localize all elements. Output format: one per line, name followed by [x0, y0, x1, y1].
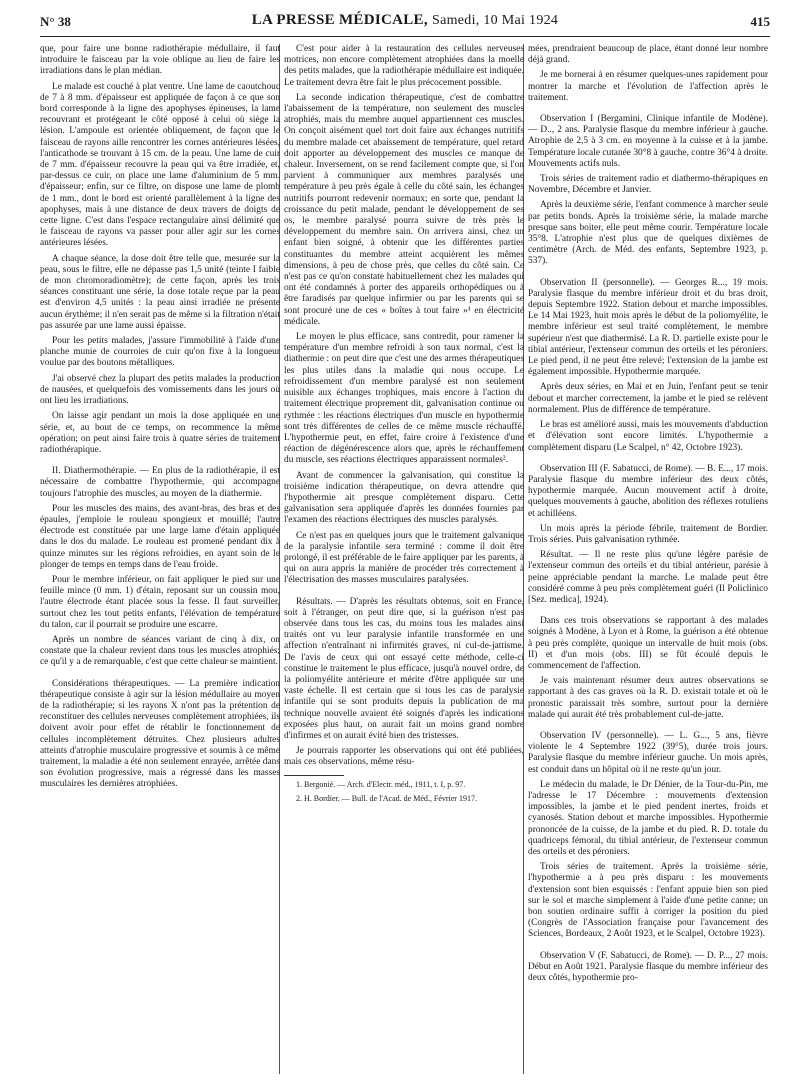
paragraph: C'est pour aider à la restauration des cellules nerveuses motrices, non encore complètement atrophiées dans la moelle des petits malades, que la radiothérapie médullaire est indiquée. Le traitement devra être fait le plus précocement possible. [284, 44, 524, 88]
paragraph: A chaque séance, la dose doit être telle que, mesurée sur la peau, sous le filtre, elle ne dépasse pas 1,5 unité (teinte I faible de mon chromoradiomètre); de cette façon, après les trois séances constituant une série, la dose totale reçue par la peau est d'environ 4,5 unités : la peau ainsi irradiée ne présente aucun érythème; il n'en serait pas de même si la filtration n'était pas assurée par une lame aussi épaisse. [40, 253, 280, 331]
paragraph: Le malade est couché à plat ventre. Une lame de caoutchouc de 7 à 8 mm. d'épaisseur est appliquée de façon à ce que son bord corresponde à la ligne des apophyses épineuses, la lame recouvrant et protégeant le côté opposé à celui où siège la lésion. L'ampoule est orientée obliquement, de façon que le faisceau de rayons aille rencontrer les cornes antérieures lésées, l'anticathode se trouvant à 15 cm. de la peau. Une lame de cuir de 7 mm. d'épaisseur recouvre la peau qui va être irradiée, et, par-dessus ce cuir, on place une lame d'aluminium de 5 mm. d'épaisseur; enfin, sur ce filtre, on dispose une lame de plomb de 1 mm., dont le bord est orienté parallèlement à la ligne des apophyses, mais à une distance de deux travers de doigts de cette ligne. C'est dans l'espace rectangulaire ainsi délimité que le faisceau de rayons va passer pour aller agir sur les cornes antérieures lésées. [40, 81, 280, 249]
journal-name: LA PRESSE MÉDICALE, [251, 12, 428, 28]
paragraph: Je me bornerai à en résumer quelques-unes rapidement pour montrer la marche et l'évolution de l'affection après le traitement. [528, 70, 768, 103]
issue-number: N° 38 [40, 14, 71, 29]
paragraph: Pour les petits malades, j'assure l'immobilité à l'aide d'une planche munie de courroies de cuir qu'on fixe à la longueur voulue par des boutons métalliques. [40, 336, 280, 369]
paragraph: Le moyen le plus efficace, sans contredit, pour ramener la température d'un membre refroidi à son taux normal, c'est la diathermie : on peut dire que c'est une des armes thérapeutiques les plus utiles dans la maladie qui nous occupe. Le refroidissement d'un membre paralysé est non seulement nuisible aux échanges trophiques, mais encore à l'action du traitement électrique proprement dit, galvanisation continue ou rythmée : les réactions électriques d'un muscle en hypothermie sont très différentes de celles de ce même muscle réchauffé. L'hypothermie peut, en effet, faire croire à l'existence d'une réaction de dégénérescence alors que, après le réchauffement du muscle, ses réactions électriques apparaissent normales². [284, 332, 524, 466]
footnote: 2. H. Bordier. — Bull. de l'Acad. de Méd., Février 1917. [296, 793, 477, 803]
observation-paragraph: Trois séries de traitement radio et diathermo-thérapiques en Novembre, Décembre et Janvier. [528, 174, 768, 196]
paragraph: La seconde indication thérapeutique, c'est de combattre l'abaissement de la température, non seulement des muscles atrophiés, mais du membre auquel appartiennent ces muscles. On conçoit aisément quel tort doit faire aux échanges nutritifs du membre malade cet abaissement de température, quel retard doit apporter au développement des muscles ce manque de chaleur. Inversement, on se rend facilement compte que, si l'on parvient à communiquer aux membres paralysés une température à peu près égale à celle du côté sain, les échanges nutritifs pourront redevenir normaux; en sorte que, pendant la croissance du petit malade, pendant le développement de ses os, le membre paralysé pourra suivre de très près le développement du membre sain. On arrivera ainsi, chez un enfant bien soigné, à obtenir que les différentes parties constituantes du membre atteint acquièrent les mêmes dimensions, à peu de chose près, que celles du côté sain. Ce n'est pas ce qu'on constate habituellement chez les malades qui ont été condamnés à porter des appareils orthopédiques ou à être faradisés par quelque infirmier ou par les parents qui se sont procuré une de ces « boîtes à tout faire »¹ en électricité médicale. [284, 92, 524, 327]
column-1 [40, 44, 280, 795]
paragraph: que, pour faire une bonne radiothérapie médullaire, il faut introduire le faisceau par la voie oblique au lieu de faire les irradiations dans le plan médian. [40, 44, 280, 77]
observation-paragraph: Le bras est amélioré aussi, mais les mouvements d'abduction et d'élévation sont encore limités. L'hypothermie a complètement disparu (Le Scalpel, n° 42, Octobre 1923). [528, 420, 768, 453]
paragraph: Considérations thérapeutiques. — La première indication thérapeutique consiste à agir sur la lésion médullaire au moyen de la radiothérapie; si les rayons X n'ont pas la prétention de reconstituer des cellules nerveuses complètement atrophiées, ils doivent avoir pour effet de rétablir le fonctionnement de cellules incomplètement détruites. Chez plusieurs adultes atteints d'atrophie musculaire progressive et soumis à ce même traitement, la maladie a été non seulement enrayée, arrêtée dans son évolution progressive, mais a régressé dans les masses musculaires les dernières atrophiées. [40, 678, 280, 790]
observation-paragraph: Après la deuxième série, l'enfant commence à marcher seule par petits bonds. Après la troisième série, la malade marche presque sans boiter, elle peut même courir. Température locale 35°8. L'atrophie n'est plus que de quelques dixièmes de centimètre (Arch. de Méd. des enfants, Septembre 1923, p. 537). [528, 200, 768, 267]
page-header [40, 8, 770, 37]
page-number: 415 [750, 14, 770, 29]
observation-paragraph: Observation I (Bergamini, Clinique infantile de Modène). — D.., 2 ans. Paralysie flasque du membre inférieur à gauche. Atrophie de 2,5 à 3 cm. en moyenne à la cuisse et à la jambe. Température locale cutanée 30°8 à gauche, contre 36°4 à droite. Mouvements actifs nuls. [528, 114, 768, 169]
paragraph: Dans ces trois observations se rapportant à des malades soignés à Modène, à Lyon et à Rome, la guérison a été obtenue à peu près complète, quoique un intervalle de huit mois (obs. II) et d'un mois (obs. III) se fût écoulé depuis le commencement de l'affection. [528, 616, 768, 671]
column-2 [284, 44, 524, 808]
paragraph: Résultats. — D'après les résultats obtenus, soit en France, soit à l'étranger, on peut dire que, si la guérison n'est pas observée dans tous les cas, du moins tous les malades ainsi traités ont vu leur paralysie infantile transformée en une affection n'entraînant ni infirmités graves, ni cul-de-jattisme. De l'avis de ceux qui ont essayé cette méthode, celle-ci constitue le traitement le plus efficace, jusqu'à nouvel ordre, de la poliomyélite antérieure et mérite d'être appliquée sur une vaste échelle. Il est certain que si tous les cas de paralysie infantile qui se sont produits depuis la publication de ma technique nouvelle avaient été soignés d'après les indications exposées plus haut, on aurait fait un moins grand nombre d'infirmes et on aurait évité bien des tristesses. [284, 596, 524, 741]
paragraph: J'ai observé chez la plupart des petits malades la production de nausées, et quelquefois des vomissements dans les jours où ont lieu les irradiations. [40, 373, 280, 407]
paragraph: Après un nombre de séances variant de cinq à dix, on constate que la chaleur revient dans tous les muscles atrophiés; ce qu'il y a de remarquable, c'est que cette chaleur se maintient. [40, 634, 280, 668]
observation-paragraph: Observation II (personnelle). — Georges R..., 19 mois. Paralysie flasque du membre inférieur droit et du bras droit, depuis Septembre 1922. Station debout et marche impossibles. Le 14 Mai 1923, huit mois après le début de la poliomyélite, le membre inférieur est seul traité complètement, le membre supérieur n'est que diathermisé. La R. D. partielle existe pour le tibial antérieur, l'extenseur commun des orteils et les péroniers. Le pied pend, il ne peut être relevé; l'extension de la jambe est également impossible. Hypothermie marquée. [528, 277, 768, 378]
paragraph: II. Diathermothérapie. — En plus de la radiothérapie, il est nécessaire de combattre l'hypothermie, qui accompagne toujours l'atrophie des muscles, au moyen de la diathermie. [40, 466, 280, 499]
paragraph: Je vais maintenant résumer deux autres observations se rapportant à des cas graves où la R. D. existait totale et où le pronostic paraissait très sombre, surtout pour la dernière malade qui aurait été très probablement cul-de-jatte. [528, 676, 768, 720]
paragraph: mées, prendraient beaucoup de place, étant donné leur nombre déjà grand. [528, 44, 768, 66]
issue-date: Samedi, 10 Mai 1924 [431, 13, 559, 28]
footnote-rule [284, 775, 344, 776]
paragraph: On laisse agir pendant un mois la dose appliquée en une série, et, au bout de ce temps, on recommence la même opération; on peut ainsi faire trois à quatre séries de traitement radiothérapique. [40, 411, 280, 455]
observation-paragraph: Un mois après la période fébrile, traitement de Bordier. Trois séries. Puis galvanisation rythmée. [528, 523, 768, 545]
observation-paragraph: Observation IV (personnelle). — L. G..., 5 ans, fièvre violente le 4 Septembre 1922 (39°5), durée trois jours. Paralysie flasque du membre inférieur gauche. Un mois après, est conduit dans un hôpital où il ne reste qu'un jour. [528, 730, 768, 775]
paragraph: Avant de commencer la galvanisation, qui constitue la troisième indication thérapeutique, on devra attendre que l'hypothermie ait presque complètement disparu. Cette galvanisation sera appliquée d'après les données fournies par l'examen des réactions électriques des muscles paralysés. [284, 470, 524, 526]
observation-paragraph: Observation V (F. Sabatucci, de Rome). — D. P..., 27 mois. Début en Août 1921. Paralysie flasque du membre inférieur des deux côtés, hypothermie pro- [528, 950, 768, 984]
observation-paragraph: Le médecin du malade, le Dr Dénier, de la Tour-du-Pin, me l'adresse le 17 Décembre : mouvements d'extension impossibles, la jambe et le pied pendent inertes, froids et cyanosés. Station debout et marche impossibles. Hypothermie prononcée de la cuisse, de la jambe et du pied. R. D. totale du quadriceps fémoral, du tibial antérieur, de l'extenseur commun des orteils et des péroniers. [528, 779, 768, 857]
paragraph: Je pourrais rapporter les observations qui ont été publiées, mais ces observations, même résu- [284, 746, 524, 768]
paragraph: Pour le membre inférieur, on fait appliquer le pied sur une feuille mince (0 mm. 1) d'étain, reposant sur un coussin mou, l'autre électrode étant placée sous la fesse. Il faut surveiller, surtout chez les tout petits enfants, l'élévation de température du talon, car il pourrait se produire une escarre. [40, 574, 280, 630]
observation-paragraph: Observation III (F. Sabatucci, de Rome). — B. E..., 17 mois. Paralysie flasque du membre inférieur des deux côtés, hypothermie marquée. Aucun mouvement actif à droite, quelques mouvements à gauche, abolition des réflexes rotuliens et achilléens. [528, 463, 768, 519]
column-3 [528, 44, 768, 988]
journal-title [40, 12, 770, 29]
paragraph: Ce n'est pas en quelques jours que le traitement galvanique de la paralysie infantile sera terminé : comme il doit être prolongé, il est préférable de le faire appliquer par les parents, à qui on aura appris la manière de procéder très correctement à l'électrisation des masses musculaires paralysées. [284, 530, 524, 586]
observation-paragraph: Trois séries de traitement. Après la troisième série, l'hypothermie a à peu près disparu : les mouvements d'extension sont bien esquissés : l'enfant appuie bien son pied sur le sol et marche simplement à l'aide d'une petite canne; un bon soutien ordinaire suffit à corriger la position du pied (Congrès de l'Association française pour l'avancement des Sciences, Bordeaux, 2 Août 1923, et le Scalpel, Octobre 1923). [528, 862, 768, 940]
observation-paragraph: Après deux séries, en Mai et en Juin, l'enfant peut se tenir debout et marcher correctement, la jambe et le pied se relèvent normalement. Plus de différence de température. [528, 382, 768, 415]
footnote: 1. Bergonié. — Arch. d'Electr. méd., 1911, t. I, p. 97. [296, 779, 466, 789]
paragraph: Pour les muscles des mains, des avant-bras, des bras et des épaules, j'emploie le rouleau spongieux et mouillé; l'autre électrode est constituée par une large lame d'étain appliquée dans le dos du malade. Le rouleau est promené pendant dix à quinze minutes sur les régions refroidies, en ayant soin de le plonger de temps en temps dans de l'eau froide. [40, 503, 280, 570]
observation-paragraph: Résultat. — Il ne reste plus qu'une légère parésie de l'extenseur commun des orteils et du tibial antérieur, parésie à peine appréciable pendant la marche. Le malade peut être considéré comme à peu près complètement guéri (Il Policlinico [Sez. medica], 1924). [528, 550, 768, 605]
